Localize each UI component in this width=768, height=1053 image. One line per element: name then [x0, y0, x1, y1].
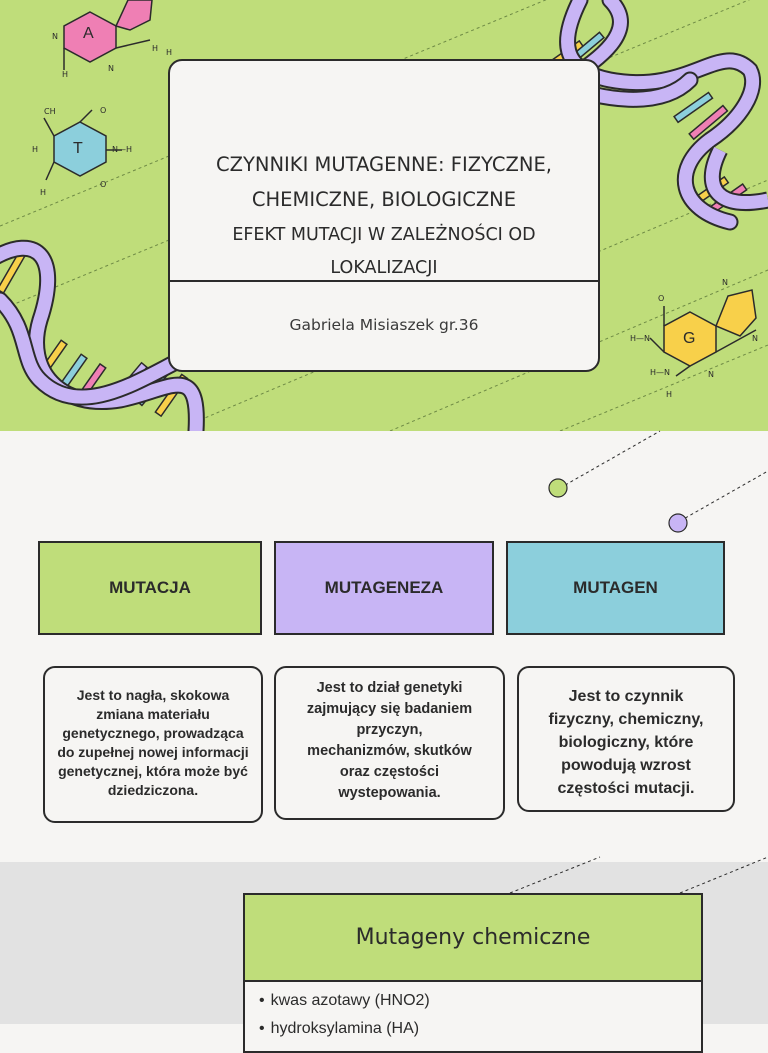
title-line: CHEMICZNE, BIOLOGICZNE: [251, 188, 517, 211]
atom-label: H: [32, 145, 39, 154]
definition-line: dziedziczona.: [107, 782, 199, 798]
title-divider: [170, 280, 598, 282]
presentation-title: [180, 147, 588, 217]
atom-label: H: [40, 188, 47, 197]
atom-label: N: [752, 334, 758, 343]
term-mutageneza: MUTAGENEZA: [274, 541, 494, 635]
atom-label: O: [100, 180, 107, 189]
definition-mutacja: [43, 666, 263, 823]
atom-label: H—N: [650, 368, 670, 377]
purple-dot-icon: [669, 514, 687, 532]
list-item: • kwas azotawy (HNO2): [259, 987, 430, 1015]
card-heading: Mutageny chemiczne: [245, 895, 701, 982]
subtitle-line: LOKALIZACJI: [330, 258, 438, 278]
definition-line: oraz częstości: [339, 764, 440, 780]
author-name: Gabriela Misiaszek gr.36: [289, 316, 479, 334]
definition-line: przyczyn,: [356, 722, 423, 738]
atom-label: H—N: [630, 334, 650, 343]
title-card: [168, 59, 600, 372]
definition-line: Jest to dział genetyki: [316, 680, 463, 696]
subtitle-line: EFEKT MUTACJI W ZALEŻNOŚCI OD: [232, 225, 536, 245]
atom-label: N—H: [112, 145, 132, 154]
atom-label: O: [658, 294, 665, 303]
dna-helix-bottom-left-icon: [0, 248, 196, 431]
atom-label: H: [666, 390, 673, 399]
term-mutacja: MUTACJA: [38, 541, 262, 635]
thymine-molecule-icon: [44, 110, 122, 180]
definition-line: mechanizmów, skutków: [307, 743, 472, 759]
atom-label: H: [62, 70, 69, 79]
definition-line: powodują wzrost: [561, 757, 691, 774]
definition-line: genetycznego, prowadząca: [62, 725, 244, 741]
atom-label: N: [108, 64, 114, 73]
atom-label: N: [722, 278, 728, 287]
definition-line: Jest to czynnik: [568, 688, 684, 705]
definition-line: genetycznej, która może być: [58, 763, 248, 779]
atom-label: H: [152, 44, 159, 53]
atom-label: N: [708, 370, 714, 379]
atom-label: O: [100, 106, 107, 115]
green-dot-icon: [549, 479, 567, 497]
definition-line: wystepowania.: [338, 785, 441, 801]
atom-label: N: [52, 32, 58, 41]
definition-line: zajmujący się badaniem: [306, 701, 473, 717]
adenine-molecule-icon: [64, 0, 152, 70]
mutagen-list: [259, 987, 430, 1043]
atom-label: CH: [44, 107, 56, 116]
definition-line: częstości mutacji.: [557, 780, 695, 797]
definition-line: Jest to nagła, skokowa: [76, 687, 230, 703]
definitions-slide: [0, 431, 768, 862]
definition-mutageneza: [274, 666, 505, 820]
base-a-label: A: [83, 25, 94, 42]
guanine-molecule-icon: [650, 290, 756, 376]
chemical-mutagens-slide: [0, 862, 768, 1037]
presentation-subtitle: [180, 219, 588, 285]
definition-line: zmiana materiału: [96, 706, 210, 722]
definition-mutagen: [517, 666, 735, 812]
title-slide: [0, 0, 768, 431]
definition-line: fizyczny, chemiczny,: [548, 711, 704, 728]
chemical-mutagens-card: [243, 893, 703, 1053]
atom-label: H: [166, 48, 173, 57]
term-mutagen: MUTAGEN: [506, 541, 725, 635]
list-item: • hydroksylamina (HA): [259, 1015, 430, 1043]
base-g-label: G: [683, 330, 696, 347]
base-t-label: T: [73, 140, 83, 157]
title-line: CZYNNIKI MUTAGENNE: FIZYCZNE,: [216, 153, 552, 176]
definition-line: do zupełnej nowej informacji: [57, 744, 249, 760]
definition-line: biologiczny, które: [558, 734, 694, 751]
